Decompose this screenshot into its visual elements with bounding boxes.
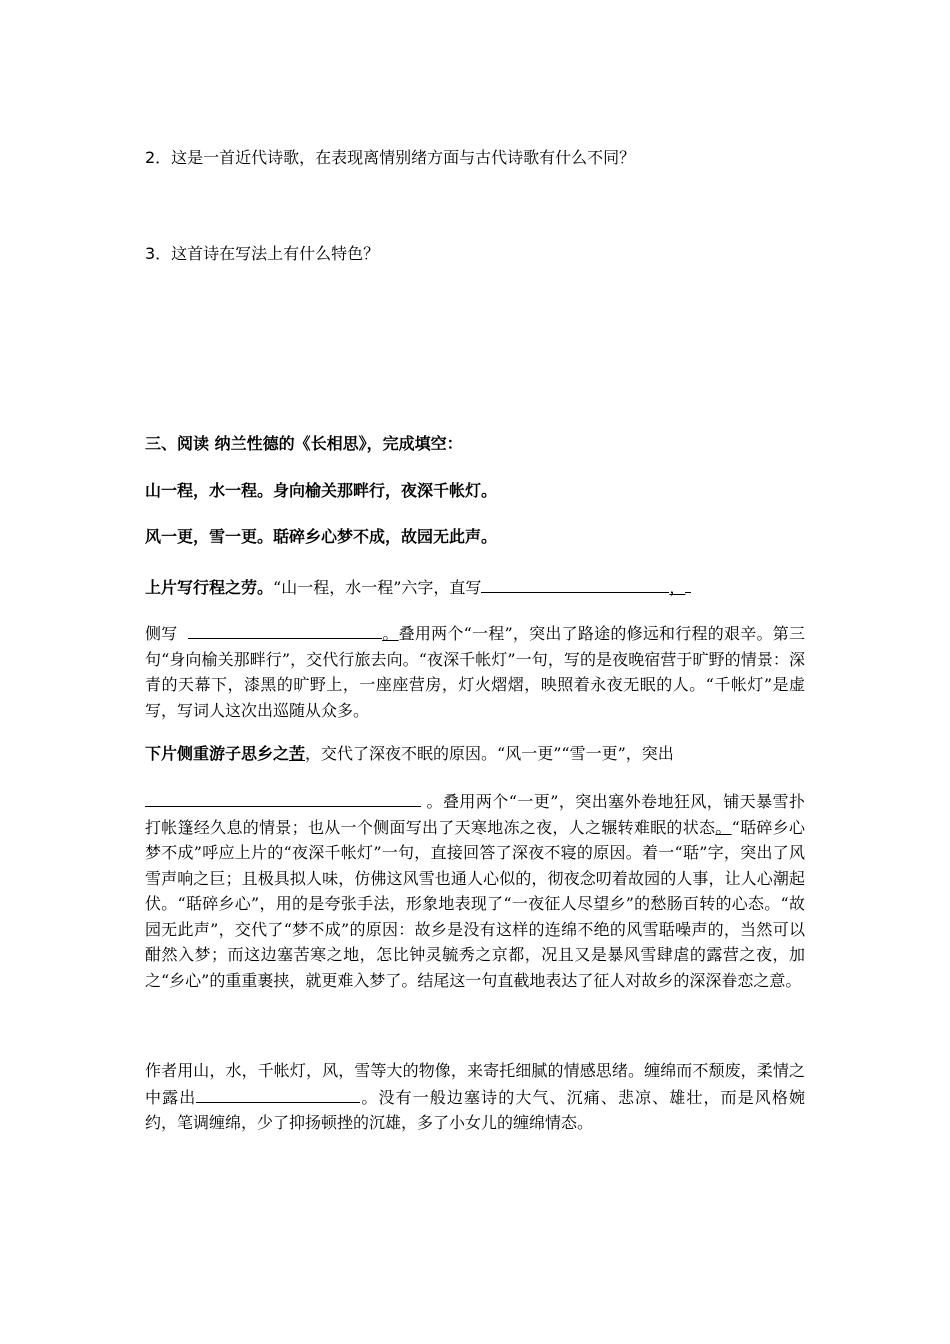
paragraph-1-text: “山一程，水一程”六字，直写 <box>273 578 482 597</box>
paragraph-3-text: ，交代了深夜不眠的原因。“风一更”“雪一更”，突出 <box>305 744 674 763</box>
paragraph-5-start: 作者用山，水，千帐灯，风，雪等大的物像，来寄托细腻的情感思绪。缠绵而不颓废，柔情之中露出 <box>145 1061 805 1107</box>
fill-blank-3[interactable] <box>145 788 421 807</box>
poem-line-2: 风一更，雪一更。聒碎乡心梦不成，故园无此声。 <box>145 527 498 546</box>
fill-blank-1-tail <box>685 574 691 593</box>
paragraph-3 <box>145 743 674 766</box>
poem-line-1: 山一程，水一程。身向榆关那畔行，夜深千帐灯。 <box>145 481 498 500</box>
paragraph-4-text-b: “聒碎乡心梦不成”呼应上片的“夜深千帐灯”一句，直接回答了深夜不寝的原因。着一“聒”字，突出了风雪声响之巨；且极具拟人味，仿佛这风雪也通人心似的，彻夜念叨着故园的人事，让人心潮起伏。“聒碎乡心”，用的是夸张手法，形象地表现了“一夜征人尽望乡”的愁肠百转的心态。“故园无此声”，交代了“梦不成”的原因：故乡是没有这样的连绵不绝的风雪聒噪声的，当然可以酣然入梦；而这边塞苦寒之地，怎比钟灵毓秀之京都，况且又是暴风雪肆虐的露营之夜，加之“乡心”的重重裹挟，就更难入梦了。结尾这一句直截地表达了征人对故乡的深深眷恋之意。 <box>145 817 805 990</box>
question-2: 2．这是一首近代诗歌，在表现离情别绪方面与古代诗歌有什么不同？ <box>145 148 636 167</box>
paragraph-1-comma: ， <box>669 578 686 597</box>
paragraph-5 <box>145 1058 805 1136</box>
paragraph-3-bold-underlined: 苦 <box>289 744 306 763</box>
question-3: 3．这首诗在写法上有什么特色？ <box>145 244 380 263</box>
paragraph-4-text-a: 。叠用两个“一更”，突出塞外卷地狂风，铺天暴雪扑打帐篷经久息的情景；也从一个侧面写出了天寒地冻之夜，人之辗转难眠的状态 <box>145 792 805 837</box>
paragraph-1 <box>145 574 691 600</box>
section-3-heading: 三、阅读 纳兰性德的《长相思》，完成填空： <box>145 434 463 453</box>
paragraph-3-bold: 下片侧重游子思乡之 <box>145 744 290 763</box>
paragraph-2-start: 侧写 <box>145 624 178 643</box>
fill-blank-4[interactable] <box>196 1084 360 1103</box>
fill-blank-2[interactable] <box>188 620 382 639</box>
paragraph-2-text: 叠用两个“一程”，突出了路途的修远和行程的艰辛。第三句“身向榆关那畔行”，交代行旅去向。“夜深千帐灯”一句，写的是夜晚宿营于旷野的情景：深青的天幕下，漆黑的旷野上，一座座营房，灯火熠熠，映照着永夜无眠的人。“千帐灯”是虚写，写词人这次出巡随从众多。 <box>145 624 805 720</box>
paragraph-4 <box>145 788 805 993</box>
fill-blank-1[interactable] <box>481 574 669 593</box>
paragraph-2-period: 。 <box>382 624 399 643</box>
paragraph-1-bold: 上片写行程之劳。 <box>145 578 274 597</box>
paragraph-2 <box>145 620 805 723</box>
paragraph-5-text: 。没有一般边塞诗的大气、沉痛、悲凉、雄壮，而是风格婉约，笔调缠绵，少了抑扬顿挫的沉雄，多了小女儿的缠绵情态。 <box>145 1087 805 1132</box>
paragraph-4-underlined-period: 。 <box>715 817 732 837</box>
